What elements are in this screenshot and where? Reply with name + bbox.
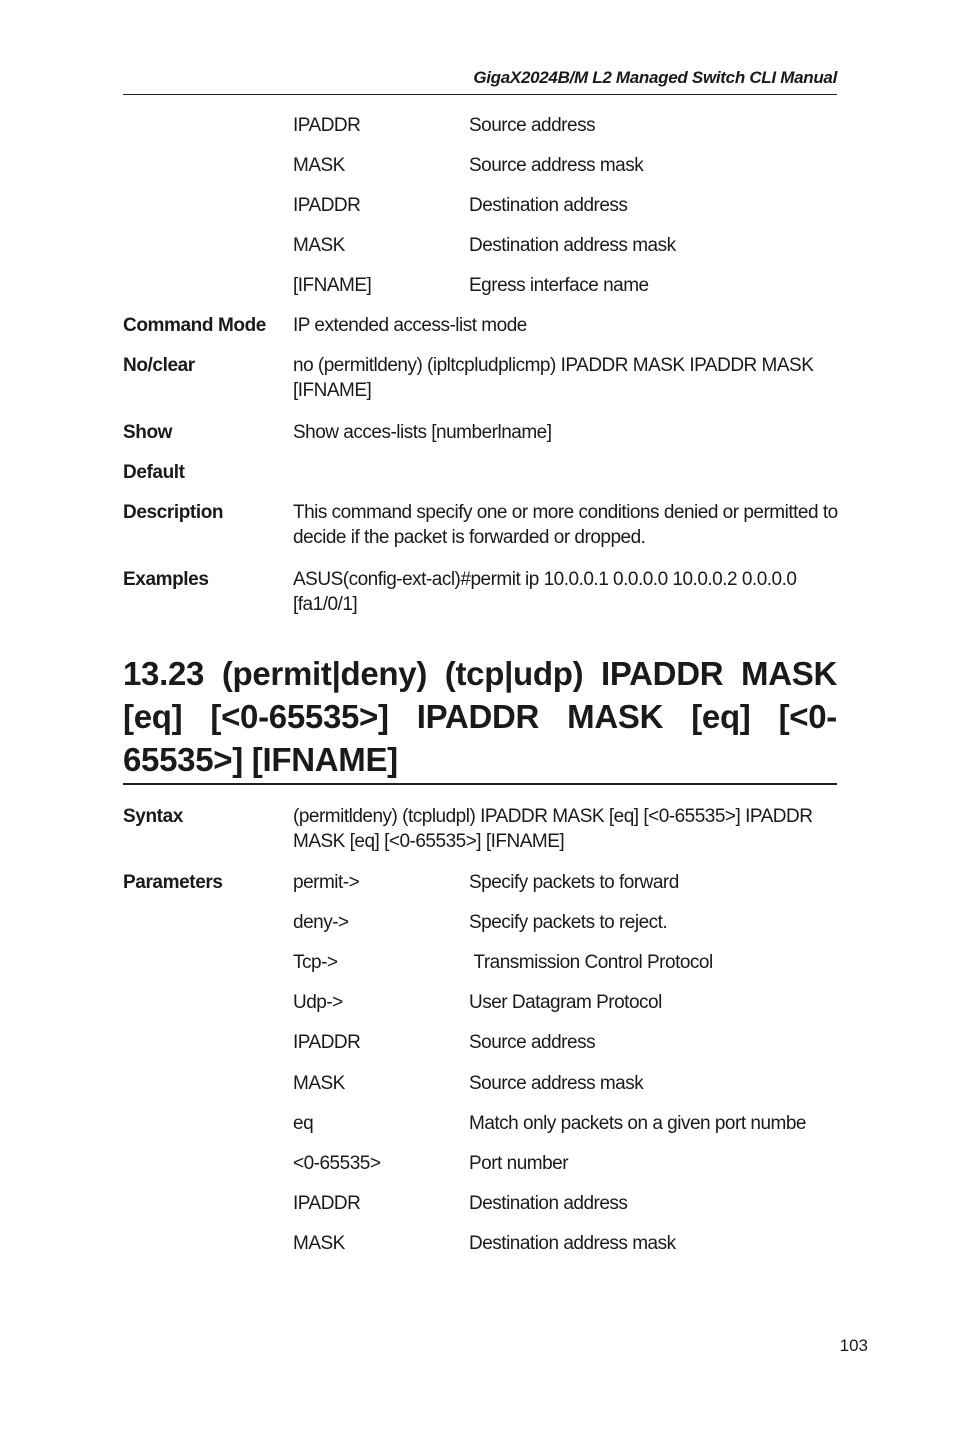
param-desc: Source address mask bbox=[469, 155, 644, 176]
param-desc: Destination address mask bbox=[469, 1233, 676, 1254]
running-header: GigaX2024B/M L2 Managed Switch CLI Manual bbox=[473, 68, 837, 87]
param-desc: Egress interface name bbox=[469, 275, 649, 296]
section-rule bbox=[123, 783, 837, 785]
param-desc: Destination address bbox=[469, 195, 628, 216]
param-desc: Port number bbox=[469, 1153, 569, 1174]
param-name: deny-> bbox=[293, 912, 349, 933]
param-name: <0-65535> bbox=[293, 1153, 381, 1174]
syntax-label: Syntax bbox=[123, 806, 183, 827]
param-desc: User Datagram Protocol bbox=[469, 992, 662, 1013]
examples-label: Examples bbox=[123, 569, 209, 590]
param-desc: Transmission Control Protocol bbox=[469, 952, 713, 973]
show-label: Show bbox=[123, 422, 173, 443]
param-desc: Specify packets to forward bbox=[469, 872, 679, 893]
param-name: MASK bbox=[293, 1233, 345, 1254]
page-number: 103 bbox=[839, 1336, 868, 1355]
param-name: permit-> bbox=[293, 872, 360, 893]
param-name: MASK bbox=[293, 155, 345, 176]
param-desc: Match only packets on a given port numbe bbox=[469, 1113, 806, 1134]
param-desc: Source address bbox=[469, 1032, 596, 1053]
param-name: Tcp-> bbox=[293, 952, 338, 973]
param-name: [IFNAME] bbox=[293, 275, 372, 296]
param-name: IPADDR bbox=[293, 115, 361, 136]
header-rule bbox=[123, 94, 837, 95]
section-title: 13.23 (permit|deny) (tcp|udp) IPADDR MASK [eq] [<0-65535>] IPADDR MASK [eq] [<0-65535>] [IFNAME] bbox=[123, 655, 837, 778]
param-name: IPADDR bbox=[293, 1032, 361, 1053]
param-desc: Destination address bbox=[469, 1193, 628, 1214]
param-desc: Specify packets to reject. bbox=[469, 912, 668, 933]
param-desc: Source address mask bbox=[469, 1073, 644, 1094]
param-name: IPADDR bbox=[293, 195, 361, 216]
no-clear-value: no (permitldeny) (ipltcpludplicmp) IPADDR MASK IPADDR MASK [IFNAME] bbox=[293, 355, 814, 401]
description-value: This command specify one or more conditions denied or permitted to decide if the packet is forwarded or dropped. bbox=[293, 502, 838, 548]
param-name: MASK bbox=[293, 1073, 345, 1094]
command-mode-label: Command Mode bbox=[123, 315, 266, 336]
param-name: MASK bbox=[293, 235, 345, 256]
param-name: IPADDR bbox=[293, 1193, 361, 1214]
command-mode-value: IP extended access-list mode bbox=[293, 315, 527, 336]
param-name: Udp-> bbox=[293, 992, 343, 1013]
syntax-value: (permitldeny) (tcpludpl) IPADDR MASK [eq] [<0-65535>] IPADDR MASK [eq] [<0-65535>] [IFNAME] bbox=[293, 806, 813, 852]
parameters-label: Parameters bbox=[123, 872, 223, 893]
examples-value: ASUS(config-ext-acl)#permit ip 10.0.0.1 0.0.0.0 10.0.0.2 0.0.0.0 [fa1/0/1] bbox=[293, 569, 797, 615]
no-clear-label: No/clear bbox=[123, 355, 195, 376]
default-label: Default bbox=[123, 462, 185, 483]
description-label: Description bbox=[123, 502, 224, 523]
param-desc: Destination address mask bbox=[469, 235, 676, 256]
param-desc: Source address bbox=[469, 115, 596, 136]
show-value: Show acces-lists [numberlname] bbox=[293, 422, 552, 443]
param-name: eq bbox=[293, 1113, 314, 1134]
